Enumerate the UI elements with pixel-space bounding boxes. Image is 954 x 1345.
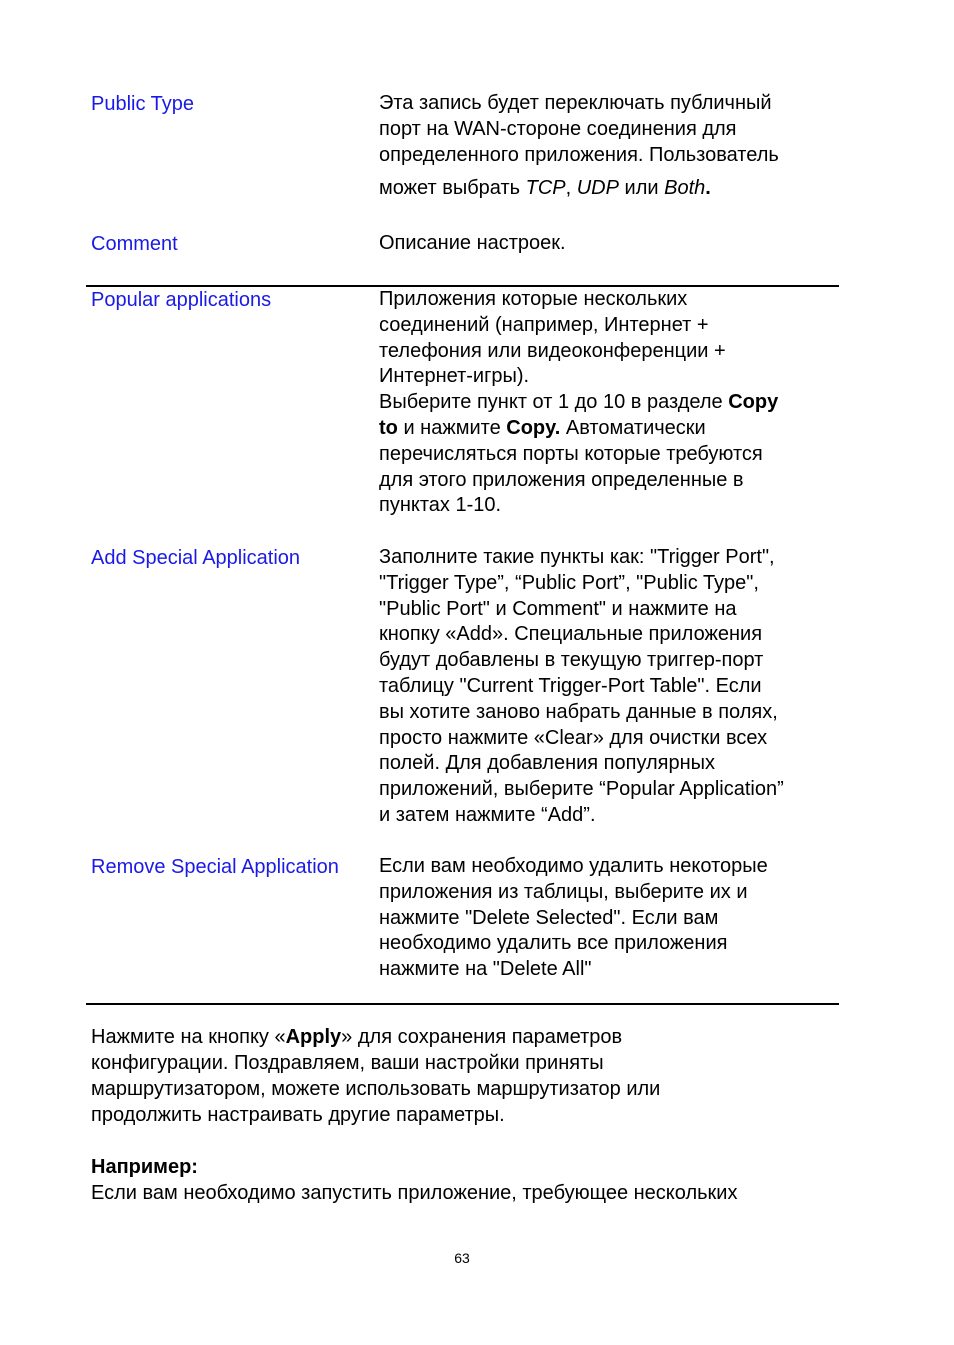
desc-line: нажмите на "Delete All": [379, 958, 592, 981]
desc-line: приложений, выберите “Popular Application”: [379, 778, 784, 801]
text-run: » для сохранения параметров: [341, 1026, 623, 1048]
para-line: продолжить настраивать другие параметры.: [91, 1104, 505, 1126]
term-remove-special-application: Remove Special Application: [91, 856, 339, 878]
desc-line: определенного приложения. Пользователь: [379, 143, 779, 166]
example-text: Если вам необходимо запустить приложение, требующее нескольких: [91, 1182, 738, 1204]
desc-line: Заполните такие пункты как: "Trigger Port",: [379, 546, 775, 568]
desc-remove-special-application: [379, 854, 849, 983]
desc-line: приложения из таблицы, выберите их и: [379, 880, 748, 903]
para-line: конфигурации. Поздравляем, ваши настройки приняты: [91, 1052, 604, 1074]
desc-line: Эта запись будет переключать публичный: [379, 92, 772, 114]
text-run: Выберите пункт от 1 до 10 в разделе: [379, 391, 729, 414]
text-run: и нажмите: [397, 416, 507, 439]
divider: [86, 1003, 839, 1005]
text-run: to: [379, 416, 398, 439]
desc-line: и затем нажмите “Add”.: [379, 803, 596, 826]
option-both: Both: [664, 177, 706, 200]
desc-line: Приложения которые нескольких: [379, 288, 688, 310]
desc-line: перечисляться порты которые требуются: [379, 442, 763, 465]
desc-popular-applications: [379, 287, 849, 519]
desc-line: таблицу "Current Trigger-Port Table". Если: [379, 674, 762, 697]
desc-line: "Public Port" и Comment" и нажмите на: [379, 597, 737, 620]
para-line: маршрутизатором, можете использовать маршрутизатор или: [91, 1078, 661, 1100]
text-run: Автоматически: [560, 416, 706, 439]
term-add-special-application: Add Special Application: [91, 547, 301, 569]
text-run: .: [705, 177, 711, 200]
text-run: может выбрать: [379, 177, 526, 200]
desc-line: Интернет-игры).: [379, 365, 530, 388]
desc-line: будут добавлены в текущую триггер-порт: [379, 649, 764, 672]
desc-line: для этого приложения определенные в: [379, 468, 744, 491]
desc-line: телефония или видеоконференции +: [379, 339, 726, 362]
term-comment: Comment: [91, 233, 178, 255]
apply-keyword: Apply: [285, 1026, 342, 1048]
desc-line: кнопку «Add». Специальные приложения: [379, 623, 763, 646]
desc-line: просто нажмите «Clear» для очистки всех: [379, 726, 768, 749]
desc-line: "Trigger Type”, “Public Port”, "Public Type",: [379, 571, 759, 594]
term-popular-applications: Popular applications: [91, 289, 272, 311]
example-heading: Например:: [91, 1156, 198, 1178]
text-run: Copy.: [506, 416, 561, 439]
text-run: ,: [565, 177, 577, 200]
option-tcp: TCP: [525, 177, 566, 200]
desc-line: [379, 390, 849, 416]
desc-line: [379, 176, 849, 202]
desc-line: необходимо удалить все приложения: [379, 932, 728, 955]
desc-add-special-application: [379, 545, 849, 829]
desc-line: нажмите "Delete Selected". Если вам: [379, 906, 719, 929]
page-number: 63: [454, 1250, 470, 1266]
desc-line: пунктах 1-10.: [379, 494, 502, 517]
desc-line: Если вам необходимо удалить некоторые: [379, 855, 768, 877]
desc-line: полей. Для добавления популярных: [379, 752, 716, 775]
para-line: [91, 1024, 851, 1050]
example-section: [91, 1154, 851, 1206]
text-run: Copy: [728, 391, 779, 414]
option-udp: UDP: [576, 177, 619, 200]
desc-line: [379, 416, 849, 442]
text-run: или: [618, 177, 665, 200]
desc-line: Описание настроек.: [379, 232, 566, 254]
desc-line: порт на WAN-стороне соединения для: [379, 117, 737, 140]
apply-paragraph: [91, 1024, 851, 1128]
text-run: Нажмите на кнопку «: [91, 1026, 286, 1048]
desc-comment: [379, 231, 849, 257]
desc-line: соединений (например, Интернет +: [379, 313, 709, 336]
desc-line: вы хотите заново набрать данные в полях,: [379, 700, 778, 723]
desc-public-type: [379, 91, 849, 202]
term-public-type: Public Type: [91, 93, 195, 115]
